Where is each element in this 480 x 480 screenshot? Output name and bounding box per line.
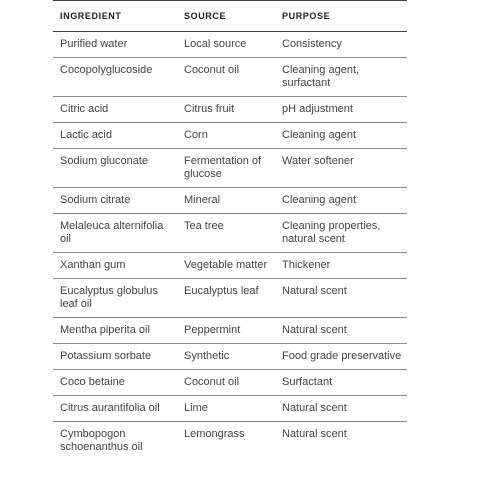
ingredient-cell: Eucalyptus globulus leaf oil xyxy=(53,279,177,318)
table-row xyxy=(53,370,407,396)
ingredient-cell: Melaleuca alternifolia oil xyxy=(53,214,177,253)
purpose-cell: Food grade preservative xyxy=(275,344,407,370)
source-cell: Synthetic xyxy=(177,344,275,370)
ingredient-cell: Purified water xyxy=(53,32,177,58)
table-row xyxy=(53,97,407,123)
table-row xyxy=(53,396,407,422)
source-cell: Peppermint xyxy=(177,318,275,344)
purpose-cell: Consistency xyxy=(275,32,407,58)
source-cell: Coconut oil xyxy=(177,370,275,396)
source-cell: Mineral xyxy=(177,188,275,214)
purpose-cell: Thickener xyxy=(275,253,407,279)
table-row xyxy=(53,253,407,279)
purpose-cell: Cleaning agent, surfactant xyxy=(275,58,407,97)
ingredient-cell: Cymbopogon schoenanthus oil xyxy=(60,428,143,453)
header-row xyxy=(53,1,407,32)
table-row xyxy=(53,344,407,370)
purpose-cell: Natural scent xyxy=(282,428,347,440)
purpose-cell: Natural scent xyxy=(275,279,407,318)
purpose-cell: Cleaning agent xyxy=(275,123,407,149)
ingredient-cell: Sodium citrate xyxy=(53,188,177,214)
ingredient-cell: Xanthan gum xyxy=(53,253,177,279)
purpose-cell: pH adjustment xyxy=(275,97,407,123)
header-source: SOURCE xyxy=(177,1,275,32)
purpose-cell: Surfactant xyxy=(275,370,407,396)
table-row xyxy=(53,149,407,188)
source-cell: Lemongrass xyxy=(184,428,245,440)
purpose-cell: Natural scent xyxy=(275,396,407,422)
purpose-cell: Natural scent xyxy=(275,318,407,344)
ingredient-cell: Citric acid xyxy=(53,97,177,123)
table-row xyxy=(53,188,407,214)
table-row xyxy=(53,318,407,344)
ingredient-cell: Mentha piperita oil xyxy=(53,318,177,344)
source-cell: Tea tree xyxy=(177,214,275,253)
table-row xyxy=(53,279,407,318)
ingredients-table xyxy=(53,0,407,460)
ingredients-table-container xyxy=(53,0,407,460)
source-cell: Local source xyxy=(177,32,275,58)
source-cell: Citrus fruit xyxy=(177,97,275,123)
ingredient-cell: Sodium gluconate xyxy=(53,149,177,188)
ingredient-cell: Lactic acid xyxy=(53,123,177,149)
ingredient-cell: Cocopolyglucoside xyxy=(53,58,177,97)
header-purpose: PURPOSE xyxy=(275,1,407,32)
source-cell: Eucalyptus leaf xyxy=(177,279,275,318)
ingredient-cell: Citrus aurantifolia oil xyxy=(53,396,177,422)
purpose-cell: Water softener xyxy=(275,149,407,188)
table-row xyxy=(53,214,407,253)
table-row xyxy=(53,58,407,97)
purpose-cell: Cleaning properties, natural scent xyxy=(275,214,407,253)
table-row xyxy=(53,422,407,461)
table-row xyxy=(53,123,407,149)
table-body xyxy=(53,32,407,461)
source-cell: Corn xyxy=(177,123,275,149)
ingredient-cell: Coco betaine xyxy=(53,370,177,396)
source-cell: Fermentation of glucose xyxy=(177,149,275,188)
source-cell: Coconut oil xyxy=(177,58,275,97)
table-row xyxy=(53,32,407,58)
source-cell: Vegetable matter xyxy=(177,253,275,279)
header-ingredient: INGREDIENT xyxy=(53,1,177,32)
purpose-cell: Cleaning agent xyxy=(275,188,407,214)
source-cell: Lime xyxy=(177,396,275,422)
ingredient-cell: Potassium sorbate xyxy=(53,344,177,370)
